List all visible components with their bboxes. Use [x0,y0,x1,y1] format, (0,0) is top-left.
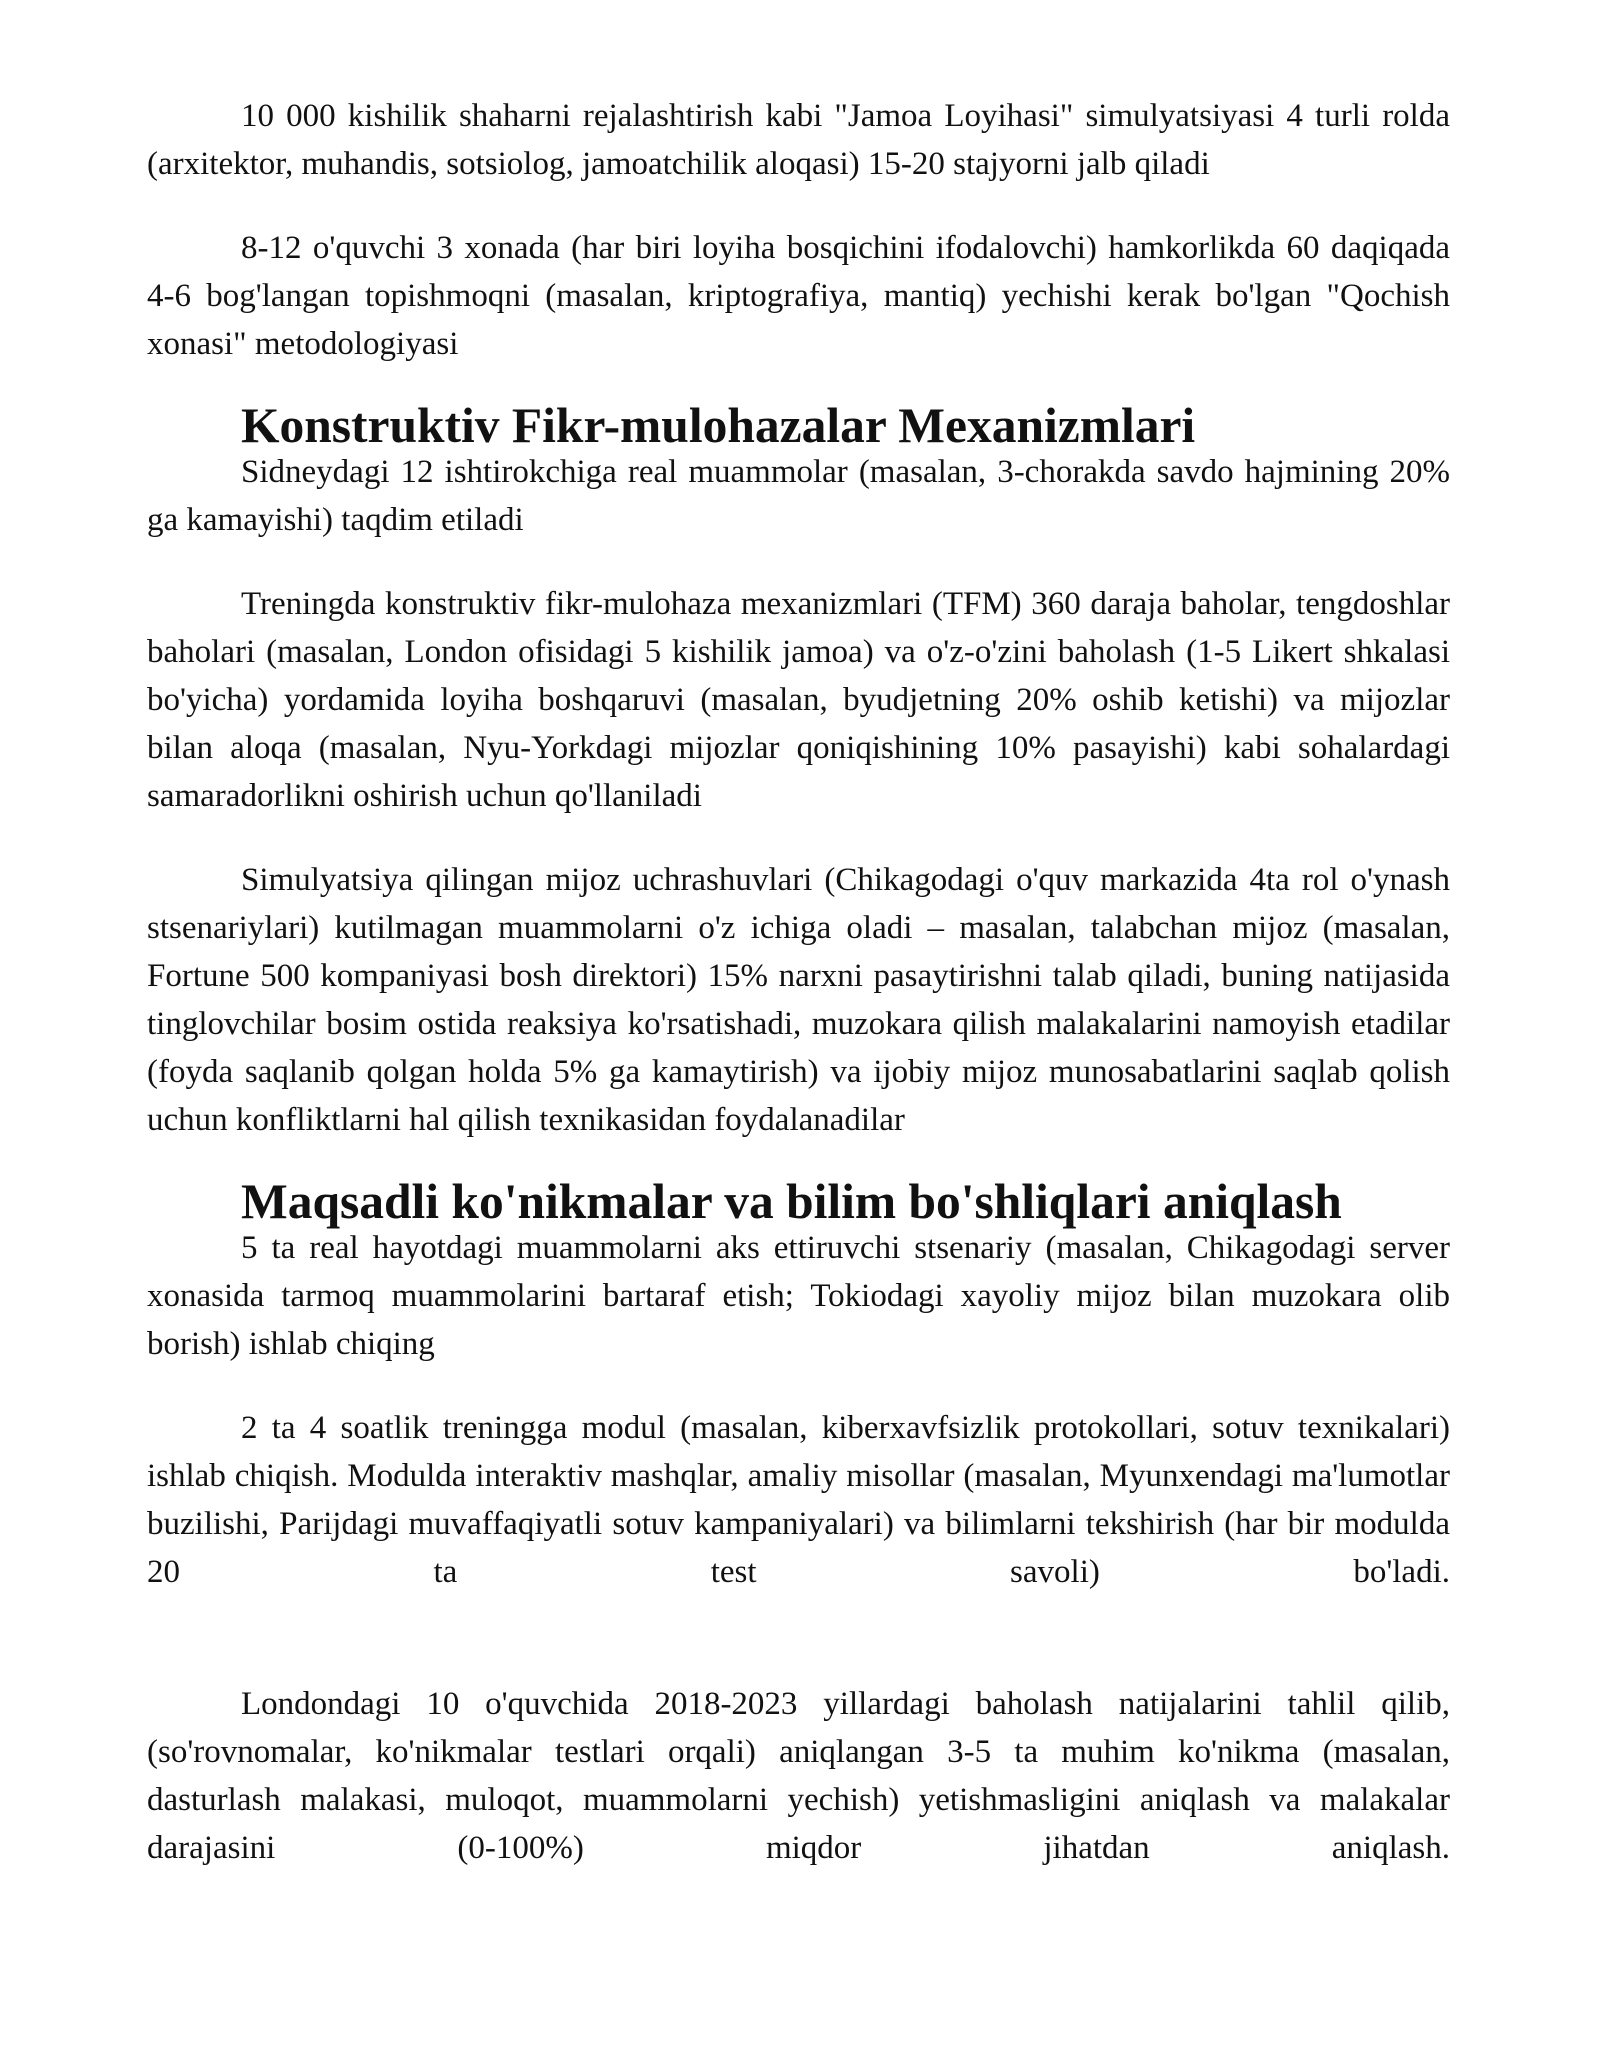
paragraph-training-modules: 2 ta 4 soatlik treningga modul (masalan, kiberxavfsizlik protokollari, sotuv texnikalari) ishlab chiqish. Modulda interaktiv mashqlar, amaliy misollar (masalan, Myunxendagi ma'lumotlar buzilishi, Parijdagi muvaffaqiyatli sotuv kampaniyalari) va bilimlarni tekshirish (har bir modulda 20 ta test savoli) bo'ladi. [147,1410,1450,1590]
paragraph-sydney-participants: Sidneydagi 12 ishtirokchiga real muammolar (masalan, 3-chorakda savdo hajmining 20% ga kamayishi) taqdim etiladi [147,454,1450,538]
paragraph-escape-room: 8-12 o'quvchi 3 xonada (har biri loyiha bosqichini ifodalovchi) hamkorlikda 60 daqiqada 4-6 bog'langan topishmoqni (masalan, kriptografiya, mantiq) yechishi kerak bo'lgan "Qochish xonasi" metodologiyasi [147,230,1450,362]
paragraph-london-analysis: Londondagi 10 o'quvchida 2018-2023 yillardagi baholash natijalarini tahlil qilib, (so'rovnomalar, ko'nikmalar testlari orqali) aniqlangan 3-5 ta muhim ko'nikma (masalan, dasturlash malakasi, muloqot, muammolarni yechish) yetishmasligini aniqlash va malakalar darajasini (0-100%) miqdor jihatdan aniqlash. [147,1686,1450,1866]
paragraph-team-project: 10 000 kishilik shaharni rejalashtirish kabi "Jamoa Loyihasi" simulyatsiyasi 4 turli rolda (arxitektor, muhandis, sotsiolog, jamoatchilik aloqasi) 15-20 stajyorni jalb qiladi [147,98,1450,182]
document-body [147,92,1450,1872]
paragraph-scenarios: 5 ta real hayotdagi muammolarni aks ettiruvchi stsenariy (masalan, Chikagodagi server xonasida tarmoq muammolarini bartaraf etish; Tokiodagi xayoliy mijoz bilan muzokara olib borish) ishlab chiqing [147,1230,1450,1362]
section-heading-skill-gaps: Maqsadli ko'nikmalar va bilim bo'shliqlari aniqlash [241,1174,1342,1229]
paragraph-feedback-methods: Treningda konstruktiv fikr-mulohaza mexanizmlari (TFM) 360 daraja baholar, tengdoshlar baholari (masalan, London ofisidagi 5 kishilik jamoa) va o'z-o'zini baholash (1-5 Likert shkalasi bo'yicha) yordamida loyiha boshqaruvi (masalan, byudjetning 20% oshib ketishi) va mijozlar bilan aloqa (masalan, Nyu-Yorkdagi mijozlar qoniqishining 10% pasayishi) kabi sohalardagi samaradorlikni oshirish uchun qo'llaniladi [147,586,1450,814]
paragraph-client-simulation: Simulyatsiya qilingan mijoz uchrashuvlari (Chikagodagi o'quv markazida 4ta rol o'ynash stsenariylari) kutilmagan muammolarni o'z ichiga oladi – masalan, talabchan mijoz (masalan, Fortune 500 kompaniyasi bosh direktori) 15% narxni pasaytirishni talab qiladi, buning natijasida tinglovchilar bosim ostida reaksiya ko'rsatishadi, muzokara qilish malakalarini namoyish etadilar (foyda saqlanib qolgan holda 5% ga kamaytirish) va ijobiy mijoz munosabatlarini saqlab qolish uchun konfliktlarni hal qilish texnikasidan foydalanadilar [147,862,1450,1138]
section-heading-feedback-mechanisms: Konstruktiv Fikr-mulohazalar Mexanizmlari [241,398,1196,453]
